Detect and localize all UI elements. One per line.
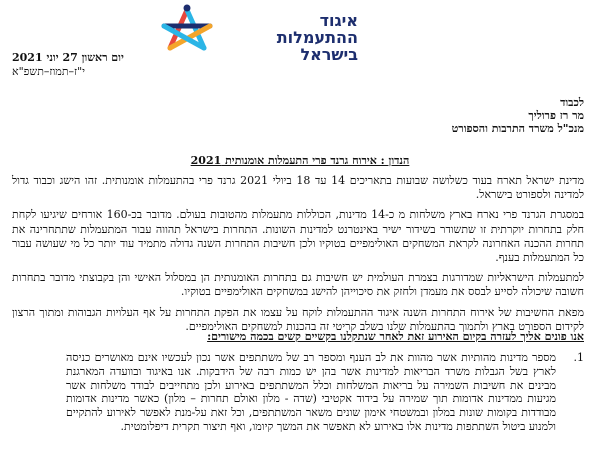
logo-wordmark [218,12,358,63]
body-paragraph: מפאת החשיבות של אירוח התחרות השנה איגוד ההתעמלות לוקח על עצמו את הפקת התחרות על אף העלויות הגבוהות ומתוך הרצון לקידום הספורט בארץ ולתמוך בהתעמלות שלנו בשלב קריטי זה בהכנות למשחקים האולימפיים. [12,305,584,333]
recipient-name: מר רז פרוליך [528,109,584,122]
list-item-number: 1. [573,351,584,364]
request-heading: אנו פונים אליך לעזרה בקיום האירוע זאת לאחר שנתקלנו בקשיים קשים בכמה מישורים: [207,330,584,343]
list-item-text: מספר מדינות מהותיות אשר מהוות את לב הענף ומספר רב של משתתפים אשר נכון לעכשיו אינם מאושרים כניסה לארץ בשל הגבלות משרד הבריאות למדינות אשר בהן יש כמות רבה של הידבקות. אנו באיגוד ובוועדה המארגנת מבינים את חשיבות השמירה על בריאות המשלחות וכלל המשתתפים באירוע ולכן מתחייבים לבודד משלחות אשר מגיעות ממדינות אדומות תוך שמירה על בידוד אקטיבי (שדה - מלון ואולם תחרות – מלון) כאשר מדינות אדומות מבודדות בקומות שונות במלון ובמשטחי אימון שונים משאר המשתתפים, וכל זאת על-מנת לאפשר לאירוע להתקיים ולמנוע ביטול השתתפות מדינות אלו באירוע לא תאפשר את המשך קיומו, ואף תיצור תקרית דיפלומטית. [66,351,556,433]
date-block [12,51,212,79]
recipient-block [284,96,584,135]
logo-line-3: בישראל [300,45,358,64]
recipient-salutation: לכבוד [560,96,584,109]
body-paragraph: במסגרת הגרנד פרי נארח בארץ משלחות מ כ-14 מדינות, הכוללות מתעמלות מהטובות בעולם. מדובר בכ-160 אורחים שיגיעו לקחת חלק בתחרות יוקרתית זו שתשודר בשידור ישיר באינטרנט למדינות השונות. התחרות בישראל תהווה עבור המתעמלות שתתחרינה את תחרות ההכנה האחרונה לקראת המשחקים האולימפיים בטוקיו ולכן חשיבות התחרות השנה גדולה מתמיד עוד יותר כל מי שעושה עבור כל המתעמלות בענף. [12,208,584,265]
logo-line-1: איגוד [319,11,358,30]
letter-body [12,174,584,340]
issues-list [12,351,584,434]
gregorian-date: יום ראשון 27 יוני 2021 [12,51,124,64]
body-paragraph: מדינת ישראל תארח בעוד כשלושה שבועות בתאריכים 14 עד 18 ביולי 2021 גרנד פרי בהתעמלות אומנותית. זהו הישג וכבוד גדול למדינה ולספורט בישראל. [12,174,584,202]
list-item [12,351,584,434]
body-paragraph: למתעמלות הישראליות שמדורגות בצמרת העולמית יש חשיבות גם בתחרות האומנותית הן במסלול האישי והן בקבוצתי מדובר בתחרות חשובה שיכולה לסייע לבסס את מעמדן ולחזק את סיכוייהן להישג במשחקים האולימפיים בטוקיו. [12,271,584,299]
logo-line-2: ההתעמלות [276,28,358,47]
hebrew-date: י"ז–תמוז–תשפ"א [12,65,86,78]
recipient-role: מנכ"ל משרד התרבות והספורט [451,122,584,135]
letter-subject: הנדון : אירוח גרנד פרי התעמלות אומנותית 2021 [190,154,410,167]
